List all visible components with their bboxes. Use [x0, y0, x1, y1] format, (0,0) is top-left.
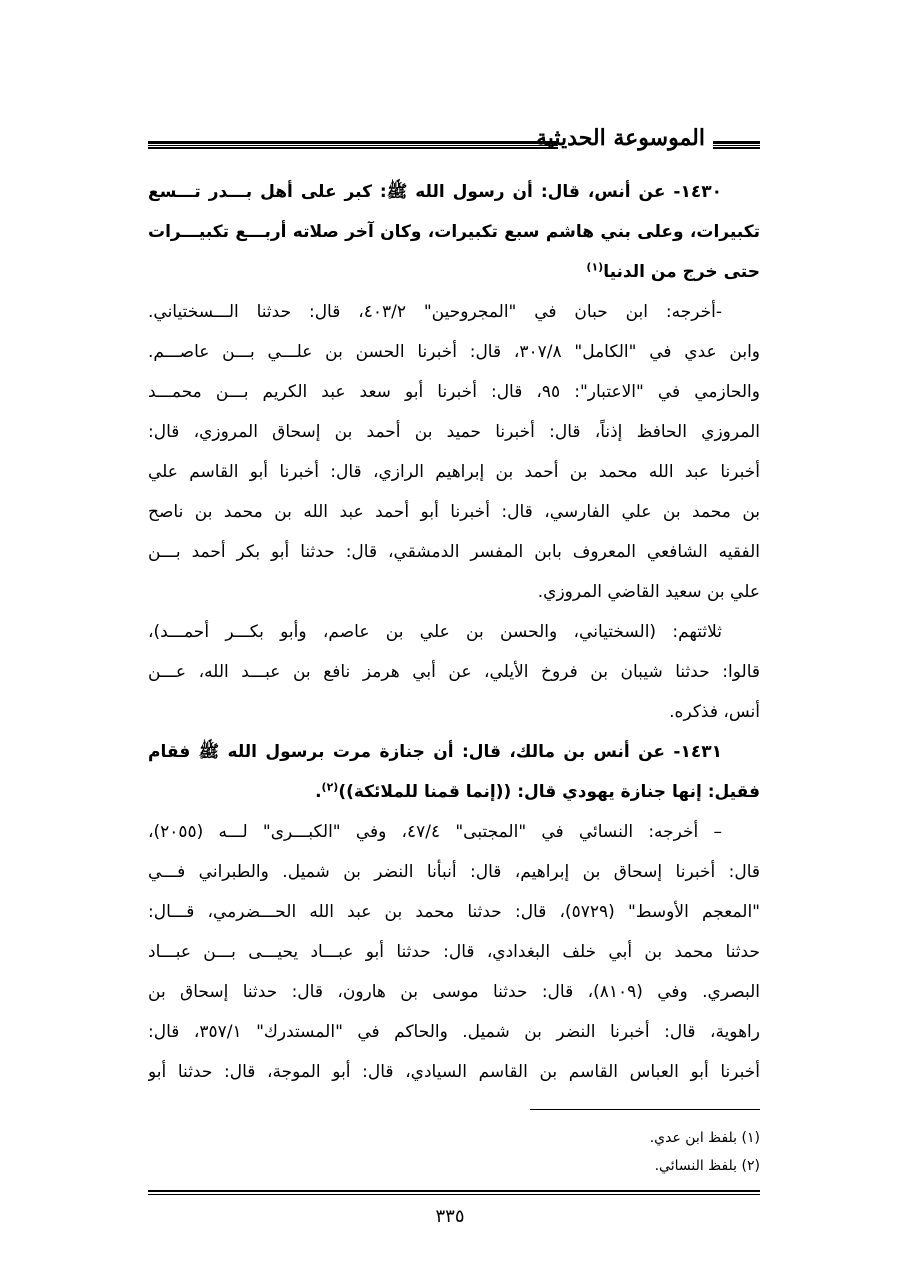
takhrij-1430-line-10: قالوا: حدثنا شيبان بن فروخ الأيلي، عن أبي هرمز نافع بن عبـــد الله، عـــن — [148, 662, 760, 682]
takhrij-1431-line-4: حدثنا محمد بن أبي خلف البغدادي، قال: حدثنا أبو عبـــاد يحيـــى بـــن عبـــاد — [148, 942, 760, 962]
page-header — [148, 125, 760, 165]
takhrij-1430-line-2: وابن عدي في "الكامل" ٣٠٧/٨، قال: أخبرنا الحسن بن علـــي بـــن عاصـــم. — [148, 342, 760, 362]
hadith-1431-period: . — [315, 782, 322, 802]
hadith-1431-line-1: ١٤٣١- عن أنس بن مالك، قال: أن جنازة مرت برسول الله ﷺ فقام — [148, 742, 722, 762]
hadith-1431-line-2 — [148, 772, 760, 812]
takhrij-1430-line-4: المروزي الحافظ إذناً، قال: أخبرنا حميد بن أحمد بن إسحاق المروزي، قال: — [148, 422, 760, 442]
header-rule-right — [713, 141, 760, 146]
hadith-1430-line-2: تكبيرات، وعلى بني هاشم سبع تكبيرات، وكان آخر صلاته أربـــع تكبيـــرات — [148, 222, 760, 242]
header-rule-right-thin — [713, 147, 760, 149]
header-title: الموسوعة الحديثية — [535, 125, 705, 151]
takhrij-1430-line-11: أنس، فذكره. — [669, 702, 760, 722]
footnote-2: (٢) بلفظ النسائي. — [654, 1158, 760, 1174]
footnote-ref-2: (٢) — [321, 780, 339, 794]
takhrij-1431-line-5: البصري. وفي (٨١٠٩)، قال: حدثنا موسى بن هارون، قال: حدثنا إسحاق بن — [148, 982, 760, 1002]
takhrij-1431-line-7: أخبرنا أبو العباس القاسم بن القاسم السيادي، قال: أبو الموجة، قال: حدثنا أبو — [148, 1062, 760, 1082]
hadith-1431-line-2-text: فقيل: إنها جنازة يهودي قال: ((إنما قمنا للملائكة)) — [338, 782, 760, 802]
takhrij-1430-line-1: -أخرجه: ابن حبان في "المجروحين" ٤٠٣/٢، قال: حدثنا الـــسختياني. — [148, 302, 722, 322]
footnote-ref-1: (١) — [586, 260, 604, 274]
takhrij-1431-line-1: – أخرجه: النسائي في "المجتبى" ٤٧/٤، وفي "الكبـــرى" لـــه (٢٠٥٥)، — [148, 822, 722, 842]
takhrij-1430-line-5: أخبرنا عبد الله محمد بن أحمد بن إبراهيم الرازي، قال: أخبرنا أبو القاسم علي — [148, 462, 760, 482]
footnote-1: (١) بلفظ ابن عدي. — [649, 1130, 760, 1146]
takhrij-1431-line-6: راهوية، قال: أخبرنا النضر بن شميل. والحاكم في "المستدرك" ٣٥٧/١، قال: — [148, 1022, 760, 1042]
takhrij-1430-line-8: علي بن سعيد القاضي المروزي. — [537, 582, 760, 602]
takhrij-1430-line-7: الفقيه الشافعي المعروف بابن المفسر الدمشقي، قال: حدثنا أبو بكر أحمد بـــن — [148, 542, 760, 562]
takhrij-1430-line-6: بن محمد بن علي الفارسي، قال: أخبرنا أبو أحمد عبد الله بن محمد بن ناصح — [148, 502, 760, 522]
takhrij-1430-line-9: ثلاثتهم: (السختياني، والحسن بن علي بن عاصم، وأبو بكـــر أحمـــد)، — [148, 622, 722, 642]
hadith-1430-line-3 — [148, 252, 760, 292]
page-number: ٣٣٥ — [435, 1206, 465, 1227]
bottom-rule — [148, 1190, 760, 1192]
header-rule-left — [148, 141, 558, 146]
takhrij-1431-line-3: "المعجم الأوسط" (٥٧٢٩)، قال: حدثنا محمد بن عبد الله الحـــضرمي، قـــال: — [148, 902, 760, 922]
takhrij-1431-line-2: قال: أخبرنا إسحاق بن إبراهيم، قال: أنبأنا النضر بن شميل. والطبراني فـــي — [148, 862, 760, 882]
footnotes — [448, 1124, 760, 1180]
takhrij-1430-line-3: والحازمي في "الاعتبار": ٩٥، قال: أخبرنا أبو سعد عبد الكريم بـــن محمـــد — [148, 382, 760, 402]
hadith-1430-line-3-text: حتى خرج من الدنيا — [603, 262, 760, 282]
hadith-1430-line-1: ١٤٣٠- عن أنس، قال: أن رسول الله ﷺ: كبر على أهل بـــدر تـــسع — [148, 182, 722, 202]
bottom-rule-thin — [148, 1194, 760, 1195]
body-text — [148, 172, 760, 1092]
header-rule-left-thin — [148, 147, 558, 149]
footnote-separator — [530, 1109, 760, 1110]
